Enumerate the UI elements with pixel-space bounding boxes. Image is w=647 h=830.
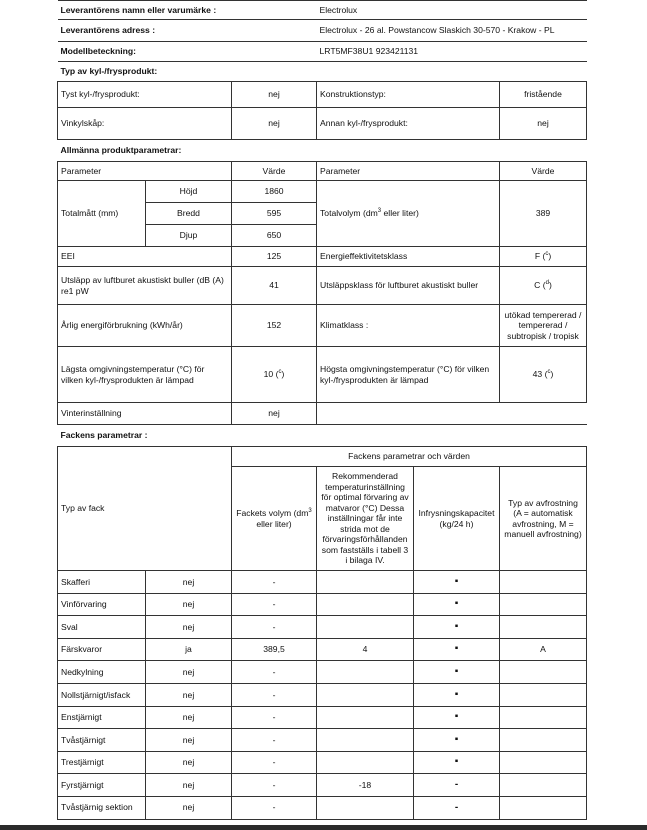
compartment-volume: - <box>232 683 317 706</box>
depth-value: 650 <box>232 225 317 247</box>
supplier-address-label: Leverantörens adress : <box>58 20 317 42</box>
compartment-name: Skafferi <box>58 571 146 594</box>
general-header-row <box>58 162 587 181</box>
compartment-name: Sval <box>58 616 146 639</box>
compartment-row <box>58 616 587 639</box>
compartment-name: Nedkylning <box>58 661 146 684</box>
compartment-volume: - <box>232 796 317 819</box>
eei-row <box>58 247 587 267</box>
depth-label: Djup <box>146 225 232 247</box>
compartments-section-title: Fackens parametrar : <box>58 425 587 447</box>
compartment-volume: - <box>232 661 317 684</box>
dims-label: Totalmått (mm) <box>58 181 146 247</box>
winter-value: nej <box>232 403 317 425</box>
compartment-row <box>58 683 587 706</box>
col-value2-header: Värde <box>500 162 587 181</box>
compartment-present: nej <box>146 616 232 639</box>
col-param2-header: Parameter <box>317 162 500 181</box>
compartment-name: Enstjärnigt <box>58 706 146 729</box>
compartment-name: Tvåstjärnig sektion <box>58 796 146 819</box>
model-row <box>58 42 587 62</box>
silent-label: Tyst kyl-/frysprodukt: <box>58 82 232 108</box>
efficiency-label: Energieffektivitetsklass <box>317 247 500 267</box>
compartment-present: nej <box>146 706 232 729</box>
eei-value: 125 <box>232 247 317 267</box>
compartment-row <box>58 729 587 752</box>
compartment-temp <box>317 796 414 819</box>
general-section-row <box>58 140 587 162</box>
compartment-temp <box>317 751 414 774</box>
compartment-volume: - <box>232 593 317 616</box>
eei-label: EEI <box>58 247 232 267</box>
compartment-freezing: ▪ <box>414 729 500 752</box>
compartment-name: Vinförvaring <box>58 593 146 616</box>
compartment-row <box>58 593 587 616</box>
compartment-freezing: ▪ <box>414 661 500 684</box>
compartment-volume: - <box>232 729 317 752</box>
supplier-address-value: Electrolux - 26 al. Powstancow Slaskich 30-570 - Krakow - PL <box>317 20 587 42</box>
compartment-row <box>58 796 587 819</box>
wine-row <box>58 108 587 140</box>
compartment-row <box>58 571 587 594</box>
compartment-temp <box>317 706 414 729</box>
compartment-volume: - <box>232 616 317 639</box>
col-value-header: Värde <box>232 162 317 181</box>
compartment-temp <box>317 571 414 594</box>
total-volume-label: Totalvolym ($dm^3$ eller liter) <box>317 181 500 247</box>
width-value: 595 <box>232 203 317 225</box>
noise-label: Utsläpp av luftburet akustiskt buller (dB (A) re1 pW <box>58 267 232 305</box>
winter-label: Vinterinställning <box>58 403 232 425</box>
compartment-row <box>58 638 587 661</box>
silent-row <box>58 82 587 108</box>
compartment-defrost <box>500 661 587 684</box>
compartment-present: nej <box>146 774 232 797</box>
climate-label: Klimatklass : <box>317 305 500 347</box>
compartment-type-header: Typ av fack <box>58 447 232 571</box>
col-param-header: Parameter <box>58 162 232 181</box>
compartments-section-row <box>58 425 587 447</box>
compartments-group-header-row <box>58 447 587 467</box>
winter-row <box>58 403 587 425</box>
compartment-temp <box>317 683 414 706</box>
silent-value: nej <box>232 82 317 108</box>
compartment-volume: - <box>232 571 317 594</box>
compartment-temp <box>317 661 414 684</box>
compartment-freezing: - <box>414 796 500 819</box>
min-temp-value: 10 ($^c$) <box>232 347 317 403</box>
compartment-defrost <box>500 571 587 594</box>
compartment-defrost <box>500 616 587 639</box>
compartment-freezing: ▪ <box>414 638 500 661</box>
compartment-freezing: ▪ <box>414 593 500 616</box>
product-information-sheet <box>57 0 586 820</box>
compartment-name: Fyrstjärnigt <box>58 774 146 797</box>
noise-row <box>58 267 587 305</box>
compartment-present: nej <box>146 683 232 706</box>
compartment-row <box>58 774 587 797</box>
compartment-freezing: ▪ <box>414 751 500 774</box>
compartment-volume: - <box>232 751 317 774</box>
compartment-name: Tvåstjärnigt <box>58 729 146 752</box>
total-volume-value: 389 <box>500 181 587 247</box>
compartment-row <box>58 751 587 774</box>
general-section-title: Allmänna produktparametrar: <box>58 140 587 162</box>
compartment-temp <box>317 616 414 639</box>
compartment-volume: - <box>232 774 317 797</box>
compartment-present: nej <box>146 661 232 684</box>
compartment-present: nej <box>146 571 232 594</box>
compartment-present: nej <box>146 796 232 819</box>
compartment-defrost <box>500 706 587 729</box>
annual-row <box>58 305 587 347</box>
annual-label: Årlig energiförbrukning (kWh/år) <box>58 305 232 347</box>
supplier-name-value: Electrolux <box>317 1 587 20</box>
wine-value: nej <box>232 108 317 140</box>
compartment-temp <box>317 729 414 752</box>
compartment-defrost <box>500 751 587 774</box>
model-value: LRT5MF38U1 923421131 <box>317 42 587 62</box>
compartment-temp <box>317 593 414 616</box>
compartment-defrost: A <box>500 638 587 661</box>
compartment-name: Färskvaror <box>58 638 146 661</box>
compartment-volume: 389,5 <box>232 638 317 661</box>
type-section-title: Typ av kyl-/frysprodukt: <box>58 62 587 82</box>
compartment-defrost <box>500 796 587 819</box>
compartment-name: Trestjärnigt <box>58 751 146 774</box>
compartment-defrost <box>500 683 587 706</box>
other-value: nej <box>500 108 587 140</box>
wine-label: Vinkylskåp: <box>58 108 232 140</box>
compartment-defrost <box>500 729 587 752</box>
noise-class-label: Utsläppsklass för luftburet akustiskt buller <box>317 267 500 305</box>
supplier-address-row <box>58 20 587 42</box>
height-row <box>58 181 587 203</box>
noise-value: 41 <box>232 267 317 305</box>
width-label: Bredd <box>146 203 232 225</box>
height-label: Höjd <box>146 181 232 203</box>
other-label: Annan kyl-/frysprodukt: <box>317 108 500 140</box>
compartment-freezing-header: Infrysningskapacitet (kg/24 h) <box>414 467 500 571</box>
compartment-freezing: ▪ <box>414 706 500 729</box>
noise-class-value: C ($^d$) <box>500 267 587 305</box>
height-value: 1860 <box>232 181 317 203</box>
compartment-present: nej <box>146 751 232 774</box>
compartment-defrost-header: Typ av avfrostning (A = automatisk avfrostning, M = manuell avfrostning) <box>500 467 587 571</box>
compartment-defrost <box>500 593 587 616</box>
supplier-name-row <box>58 1 587 20</box>
compartment-volume-header: Fackets volym ($dm^3$ eller liter) <box>232 467 317 571</box>
compartment-present: ja <box>146 638 232 661</box>
temperature-row <box>58 347 587 403</box>
winter-empty-cell <box>317 403 587 425</box>
annual-value: 152 <box>232 305 317 347</box>
compartment-temp: 4 <box>317 638 414 661</box>
compartment-freezing: ▪ <box>414 571 500 594</box>
min-temp-label: Lägsta omgivningstemperatur (°C) för vilken kyl-/frysprodukten är lämpad <box>58 347 232 403</box>
construction-value: fristående <box>500 82 587 108</box>
model-label: Modellbeteckning: <box>58 42 317 62</box>
compartment-row <box>58 706 587 729</box>
climate-value: utökad tempererad / tempererad / subtropisk / tropisk <box>500 305 587 347</box>
efficiency-value: F ($^c$) <box>500 247 587 267</box>
compartment-temp-header: Rekommenderad temperaturinställning för optimal förvaring av matvaror (°C) Dessa inställningar får inte strida mot de förvaringsförhållanden som fastställs i tabell 3 i bilaga IV. <box>317 467 414 571</box>
compartment-defrost <box>500 774 587 797</box>
compartment-temp: -18 <box>317 774 414 797</box>
construction-label: Konstruktionstyp: <box>317 82 500 108</box>
supplier-name-label: Leverantörens namn eller varumärke : <box>58 1 317 20</box>
compartment-freezing: ▪ <box>414 683 500 706</box>
compartment-row <box>58 661 587 684</box>
compartment-present: nej <box>146 593 232 616</box>
compartment-freezing: - <box>414 774 500 797</box>
max-temp-value: 43 ($^c$) <box>500 347 587 403</box>
max-temp-label: Högsta omgivningstemperatur (°C) för vilken kyl-/frysprodukten är lämpad <box>317 347 500 403</box>
compartment-present: nej <box>146 729 232 752</box>
compartments-group-header: Fackens parametrar och värden <box>232 447 587 467</box>
compartment-name: Nollstjärnigt/isfack <box>58 683 146 706</box>
bottom-bar <box>0 825 647 830</box>
compartment-volume: - <box>232 706 317 729</box>
product-sheet-table <box>57 0 587 820</box>
compartment-freezing: ▪ <box>414 616 500 639</box>
type-section-row <box>58 62 587 82</box>
